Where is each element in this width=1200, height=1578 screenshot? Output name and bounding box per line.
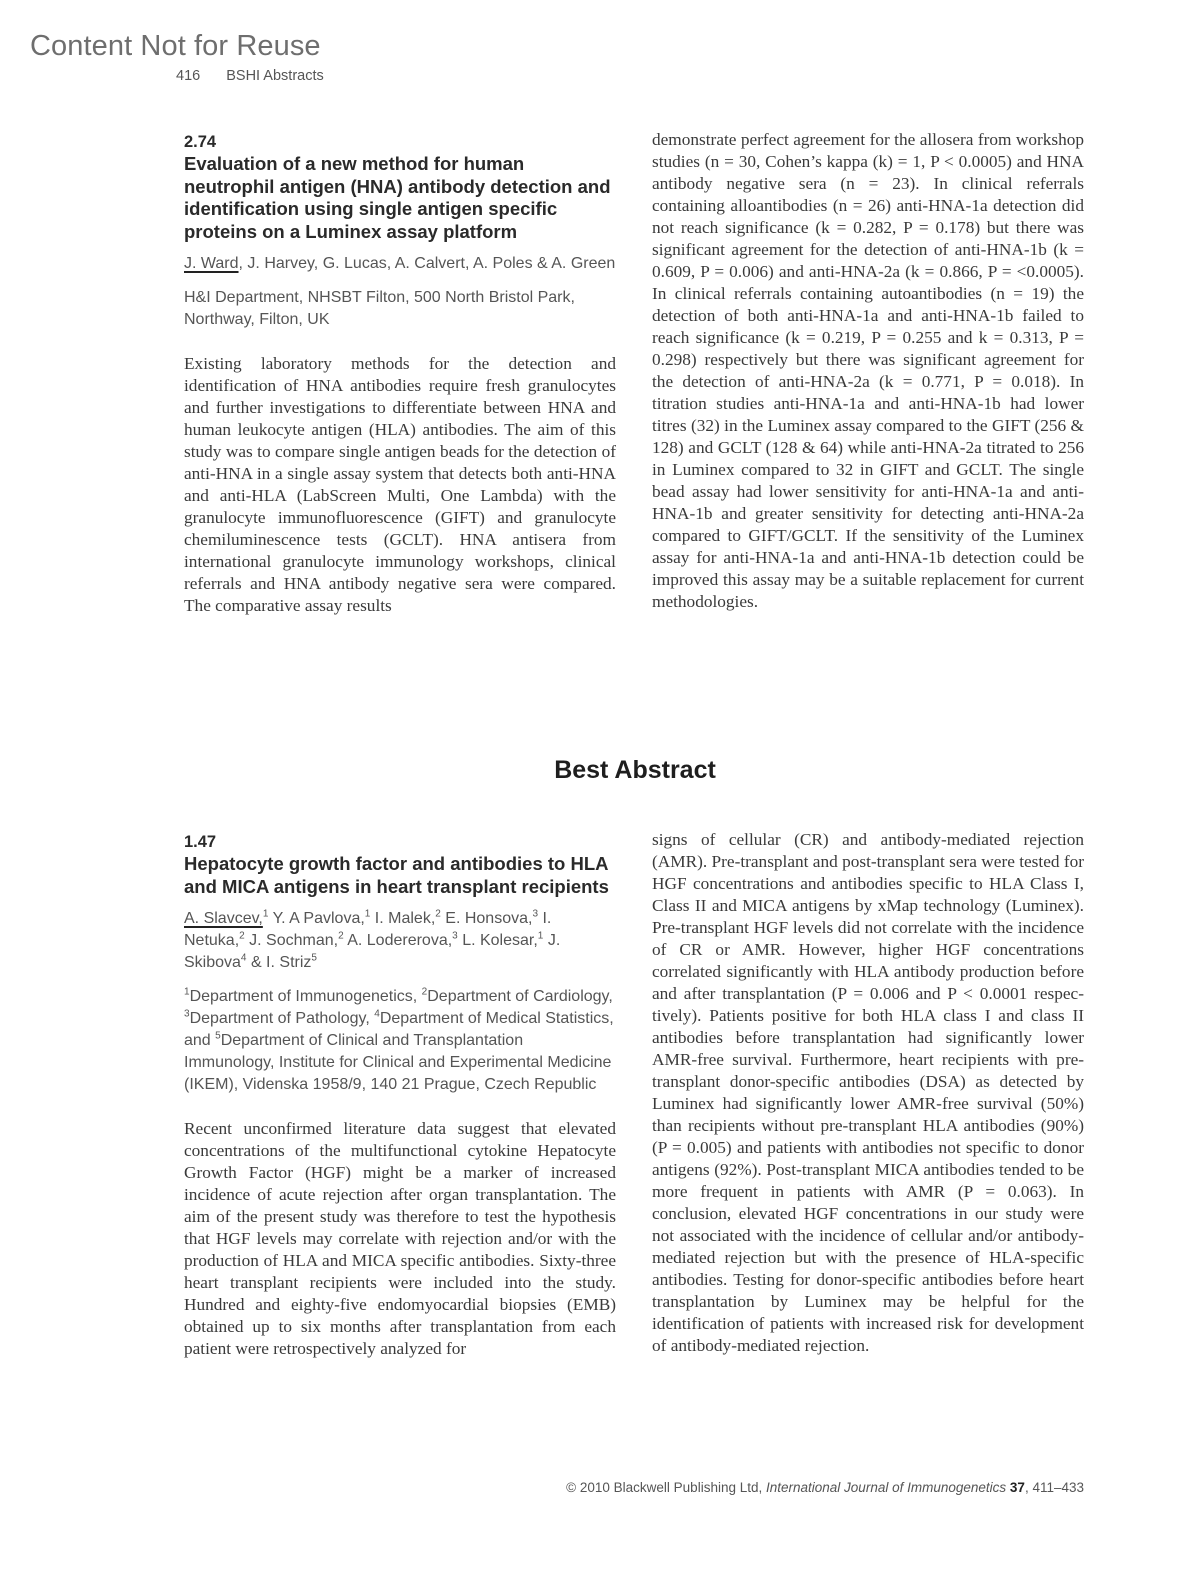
author: I. Malek, — [374, 910, 436, 927]
abstract-1-47-right-column — [652, 829, 1084, 1357]
author-list — [184, 908, 616, 974]
author: J. Skibova — [184, 932, 561, 971]
author: I. Netuka, — [184, 910, 552, 949]
author-affiliation-marker: 1 — [364, 908, 371, 920]
co-authors: , J. Harvey, G. Lucas, A. Calvert, A. Poles & A. Green — [238, 255, 616, 272]
volume: 37 — [1009, 1480, 1025, 1495]
affiliation: Department of Immunogenetics, — [189, 988, 422, 1005]
abstract-title: Hepatocyte growth factor and antibodies to HLA and MICA antigens in heart transplant recipients — [184, 853, 609, 897]
page-range: , 411–433 — [1024, 1480, 1084, 1495]
affiliation: Department of Clinical and Transplantation Immunology, Institute for Clinical and Experimental Medicine (IKEM), Videnska 1958/9, 140 21 Prague, Czech Republic — [184, 1032, 612, 1093]
page-footer — [566, 1480, 1084, 1495]
affiliation: Department of Medical Statistics, and — [184, 1010, 614, 1049]
section-name: BSHI Abstracts — [226, 68, 324, 84]
abstract-2-74-left-column — [184, 131, 616, 617]
affiliation-marker: 3 — [184, 1008, 190, 1020]
abstract-number: 1.47 — [184, 833, 217, 851]
author-affiliation-marker: 2 — [435, 908, 441, 920]
abstract-title: Evaluation of a new method for human neutrophil antigen (HNA) antibody detection and identification using single antigen specific proteins on a Luminex assay platform — [184, 153, 611, 242]
affiliation: Department of Cardiology, — [427, 988, 613, 1005]
author: E. Honsova, — [445, 910, 533, 927]
presenting-author: J. Ward — [184, 255, 239, 272]
author: L. Kolesar, — [462, 932, 538, 949]
affiliation-marker: 2 — [421, 986, 428, 998]
author-list — [184, 253, 616, 275]
author-affiliation-marker: 2 — [338, 930, 344, 942]
author-affiliation-marker: 2 — [239, 930, 245, 942]
watermark: Content Not for Reuse — [30, 30, 321, 62]
abstract-body-part-1: Recent unconfirmed literature data suggest that elevated concentrations of the multifunctional cytokine Hepatocyte Growth Factor (HGF) might be a marker of increased incidence of acute rejection after organ transplantation. The aim of the present study was therefore to test the hypothesis that HGF levels may correlate with rejection and/or with the production of HLA and MICA specific antibodies. Sixty-three heart transplant recipients were included into the study. Hundred and eighty-five endomyocardial biopsies (EMB) obtained up to six months after transplantation from each patient were retrospectively analyzed for — [184, 1119, 616, 1358]
author-affiliation-marker: 1 — [262, 908, 269, 920]
author: J. Sochman, — [249, 932, 339, 949]
abstract-body-part-2: demonstrate perfect agreement for the allosera from workshop studies (n = 30, Cohen’s kappa (k) = 1, P < 0.0005) and HNA antibody negative sera (n = 23). In clinical referrals containing alloantibodies (n = 26) anti-HNA-1a detection did not reach significance (k = 0.282, P = 0.178) but there was significant agreement for the detection of anti-HNA-1b (k = 0.609, P = 0.006) and anti-HNA-2a (k = 0.866, P = <0.0005). In clinical referrals containing autoantibodies (n = 19) the detection of both anti-HNA-1a and anti-HNA-1b failed to reach significance (k = 0.219, P = 0.255 and k = 0.313, P = 0.298) respectively but there was significant agreement for the detection of anti-HNA-2a (k = 0.771, P = 0.018). In titration studies anti-HNA-1a and anti-HNA-1b had lower titres (32) in the Luminex assay compared to the GIFT (256 & 128) and GCLT (128 & 64) while anti-HNA-2a titrated to 256 in Luminex compared to 32 in GIFT and GCLT. The single bead assay had lower sensitivity for anti-HNA-1a and anti-HNA-1b and greater sensitivity for detecting anti-HNA-2a compared to GIFT/GCLT. If the sensitivity of the Luminex assay for anti-HNA-1a and anti-HNA-1b detection could be improved this assay may be a suitable replacement for current methodologies. — [652, 130, 1084, 611]
copyright: © 2010 Blackwell Publishing Ltd, — [566, 1480, 763, 1495]
presenting-author: A. Slavcev, — [184, 910, 263, 927]
abstract-1-47-left-column — [184, 831, 616, 1360]
author: A. Lodererova, — [347, 932, 453, 949]
journal-name: International Journal of Immunogenetics — [766, 1480, 1007, 1495]
abstract-number: 2.74 — [184, 133, 217, 151]
author-affiliation-marker: 1 — [537, 930, 544, 942]
author-affiliation-marker: 5 — [311, 952, 317, 964]
author-affiliation-marker: 3 — [452, 930, 458, 942]
author: Y. A Pavlova, — [272, 910, 365, 927]
abstract-body-part-1: Existing laboratory methods for the detection and identification of HNA antibodies require fresh granulocytes and further investigations to differentiate between HNA and human leukocyte antigen (HLA) antibodies. The aim of this study was to compare single antigen beads for the detection of anti-HNA in a single assay system that detects both anti-HNA and anti-HLA (LabScreen Multi, One Lambda) with the granulocyte immunofluorescence (GIFT) and granulocyte chemiluminescence tests (GCLT). HNA antisera from international granulocyte immunology workshops, clinical referrals and HNA antibody negative sera were compared. The comparative assay results — [184, 354, 616, 615]
author-affiliation-marker: 3 — [532, 908, 538, 920]
affiliation-marker: 1 — [184, 986, 190, 998]
author-affiliation-marker: 4 — [240, 952, 247, 964]
author: & I. Striz — [250, 954, 312, 971]
abstract-2-74-right-column — [652, 129, 1084, 613]
affiliation-marker: 5 — [215, 1030, 221, 1042]
affiliation: Department of Pathology, — [189, 1010, 375, 1027]
affiliation: H&I Department, NHSBT Filton, 500 North Bristol Park, Northway, Filton, UK — [184, 289, 575, 328]
section-heading: Best Abstract — [554, 756, 716, 784]
page-number: 416 — [176, 68, 201, 84]
running-head — [176, 68, 324, 84]
affiliation-marker: 4 — [374, 1008, 380, 1020]
abstract-body-part-2: signs of cellular (CR) and antibody-mediated rejection (AMR). Pre-transplant and post-transplant sera were tested for HGF concentrations and antibodies specific to HLA Class I, Class II and MICA antigens by xMap technology (Luminex). Pre-transplant HGF levels did not correlate with the incidence of CR or AMR. However, higher HGF concentrations correlated significantly with HLA antibody production before and after transplantation (P = 0.006 and P < 0.0001 respectively). Patients positive for both HLA class I and class II antibodies before transplantation had significantly lower AMR-free survival. Furthermore, heart recipients with pre-transplant donor-specific antibodies (DSA) as detected by Luminex had significantly lower AMR-free survival (50%) than recipients without pre-transplant HLA antibodies (90%) (P = 0.005) and patients with antibodies not specific to donor antigens (92%). Post-transplant MICA antibodies tended to be more frequent in patients with AMR (P = 0.063). In conclusion, elevated HGF concentrations in our study were not associated with the incidence of cellular and/or antibody-mediated rejection but with the presence of HLA-specific antibodies. Testing for donor-specific antibodies before heart transplantation by Luminex may be helpful for the identification of patients with increased risk for development of antibody-mediated rejection. — [652, 830, 1084, 1355]
affiliations — [184, 986, 616, 1096]
